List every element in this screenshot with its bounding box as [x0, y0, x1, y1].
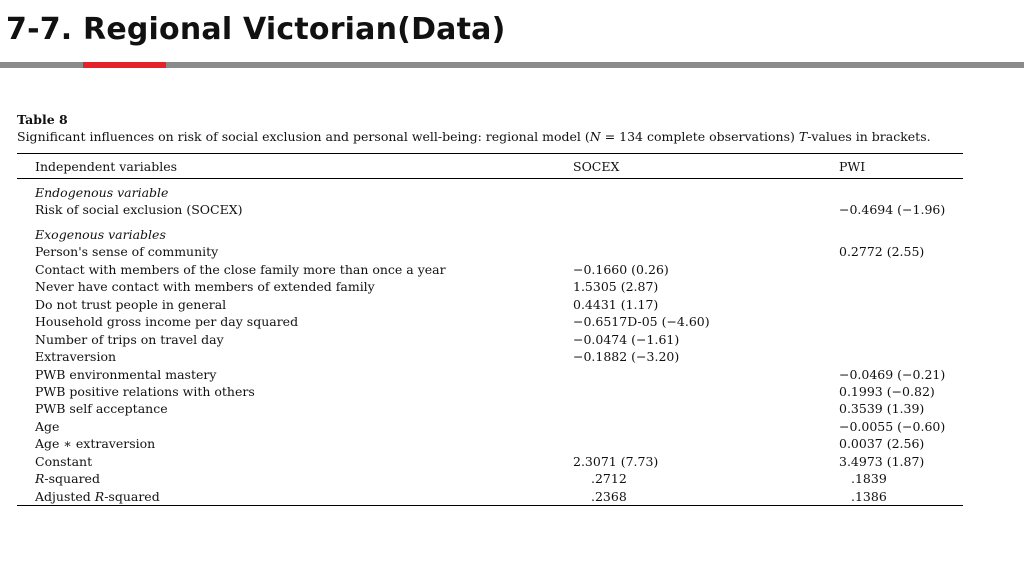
- table-label: Table 8: [17, 112, 68, 127]
- row-label: Person's sense of community: [35, 244, 219, 260]
- row-label: PWB self acceptance: [35, 401, 168, 417]
- fit-socex-value: .2712: [591, 471, 627, 487]
- row-label: Do not trust people in general: [35, 296, 227, 312]
- row-pwi-value: −0.0055 (−0.60): [839, 418, 946, 434]
- table-header-rule: [17, 178, 963, 179]
- row-pwi-value: 3.4973 (1.87): [839, 453, 925, 469]
- header-pwi: PWI: [839, 159, 866, 174]
- row-pwi-value: 0.2772 (2.55): [839, 244, 925, 260]
- slide-title: 7-7. Regional Victorian(Data): [6, 12, 506, 47]
- row-pwi-value: 0.0037 (2.56): [839, 436, 925, 452]
- row-socex-value: −0.1660 (0.26): [573, 261, 669, 277]
- title-underline: [0, 62, 1024, 68]
- row-label: Age ∗ extraversion: [35, 436, 156, 452]
- row-label: Age: [35, 418, 60, 434]
- row-label: Household gross income per day squared: [35, 314, 299, 330]
- row-socex-value: −0.1882 (−3.20): [573, 349, 680, 365]
- row-label: Extraversion: [35, 349, 117, 365]
- row-pwi-value: −0.0469 (−0.21): [839, 366, 946, 382]
- table-caption: [17, 112, 977, 146]
- header-socex: SOCEX: [573, 159, 620, 174]
- row-label: PWB positive relations with others: [35, 383, 255, 399]
- row-pwi-value: 0.1993 (−0.82): [839, 383, 935, 399]
- row-pwi-value: 0.3539 (1.39): [839, 401, 925, 417]
- table-bottom-rule: [17, 505, 963, 506]
- table-top-rule: [17, 153, 963, 154]
- fit-pwi-value: .1386: [851, 488, 887, 504]
- row-socex-value: −0.6517D-05 (−4.60): [573, 314, 710, 330]
- table-caption-text: Significant influences on risk of social exclusion and personal well-being: regional model (N = 134 complete observations) T-values in brackets.: [17, 129, 931, 144]
- section-heading: Exogenous variables: [35, 226, 166, 242]
- row-socex-value: −0.0474 (−1.61): [573, 331, 680, 347]
- section-heading: Endogenous variable: [35, 185, 169, 200]
- row-label: Number of trips on travel day: [35, 331, 224, 347]
- header-variables: Independent variables: [35, 159, 178, 174]
- row-label: Risk of social exclusion (SOCEX): [35, 202, 243, 218]
- fit-pwi-value: .1839: [851, 471, 887, 487]
- row-socex-value: 2.3071 (7.73): [573, 453, 659, 469]
- fit-label: R-squared: [35, 471, 100, 487]
- fit-socex-value: .2368: [591, 488, 627, 504]
- row-socex-value: 0.4431 (1.17): [573, 296, 659, 312]
- row-socex-value: 1.5305 (2.87): [573, 279, 659, 295]
- title-underline-accent: [83, 62, 166, 68]
- row-label: Contact with members of the close family more than once a year: [35, 261, 446, 277]
- fit-label: Adjusted R-squared: [35, 488, 160, 504]
- row-pwi-value: −0.4694 (−1.96): [839, 202, 946, 218]
- row-label: Constant: [35, 453, 93, 469]
- row-label: PWB environmental mastery: [35, 366, 217, 382]
- row-label: Never have contact with members of extended family: [35, 279, 375, 295]
